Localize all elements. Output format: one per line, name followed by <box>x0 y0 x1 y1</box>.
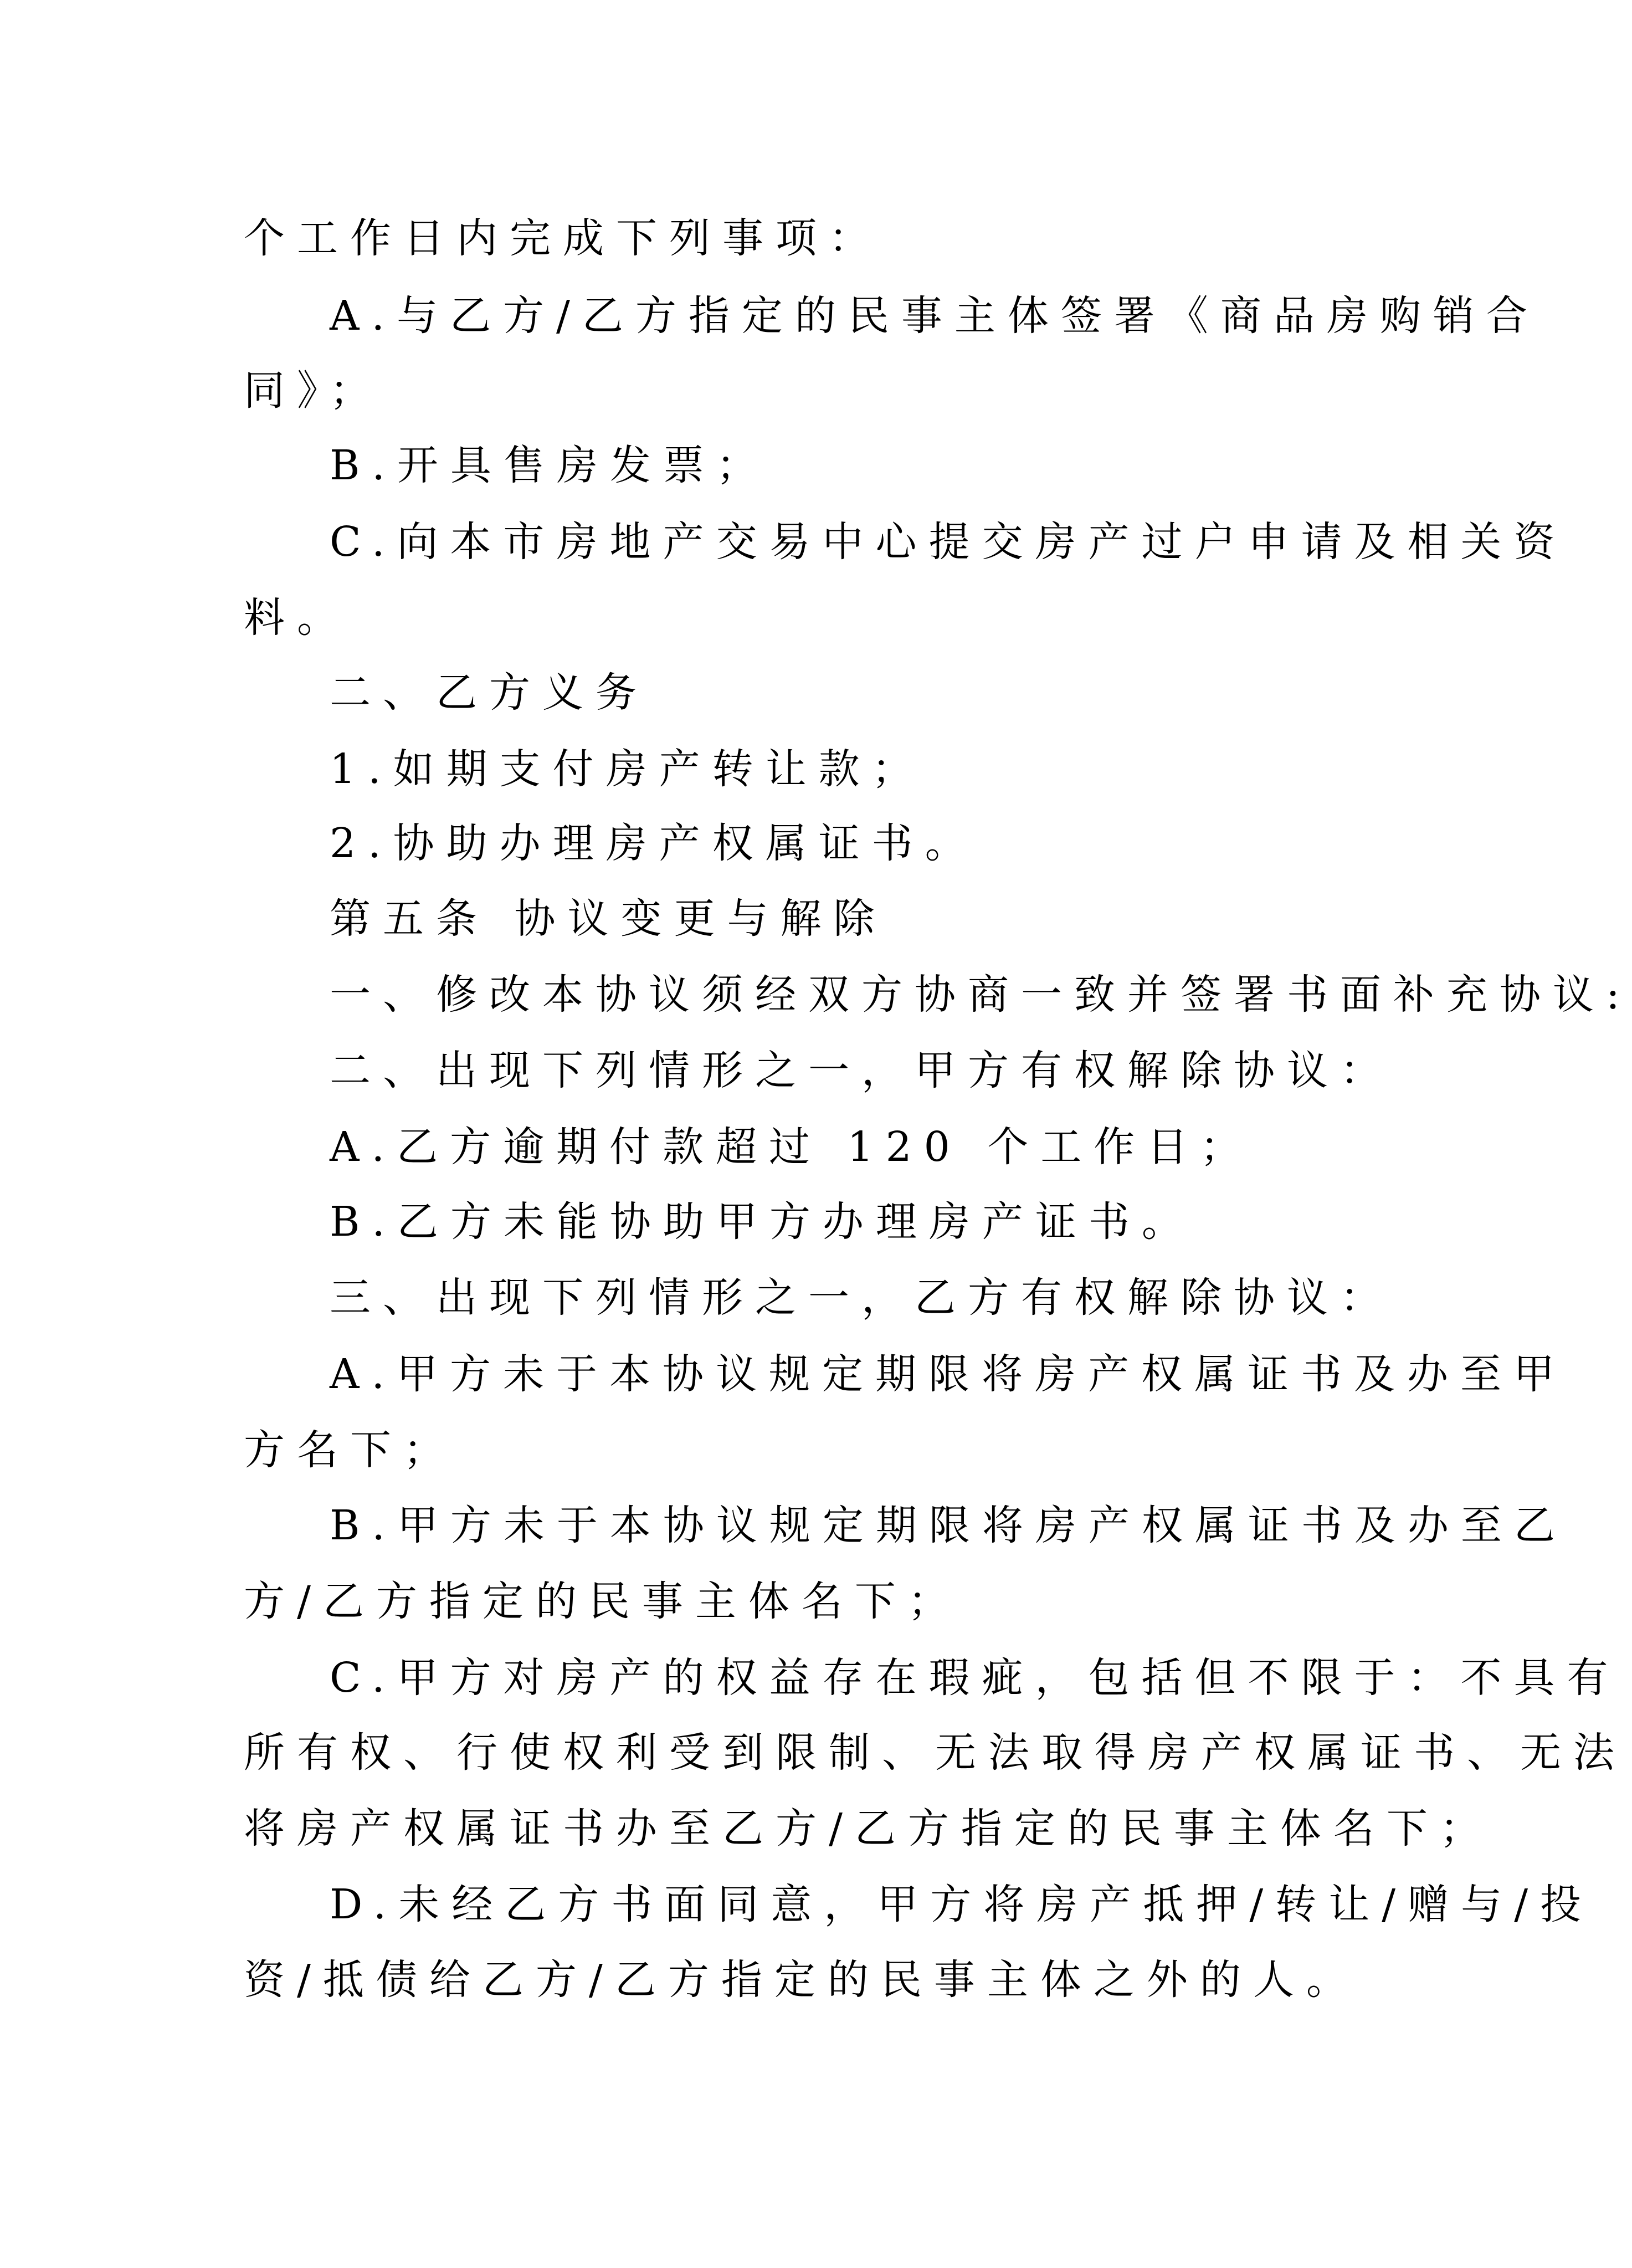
text-line: 个工作日内完成下列事项： <box>244 214 882 262</box>
text-line: B.乙方未能协助甲方办理房产证书。 <box>330 1198 1195 1246</box>
text-line: 资/抵债给乙方/乙方指定的民事主体之外的人。 <box>244 1956 1359 2004</box>
text-line: A.与乙方/乙方指定的民事主体签署《商品房购销合 <box>330 292 1539 340</box>
article-heading: 第五条 协议变更与解除 <box>330 895 887 943</box>
text-line: C.甲方对房产的权益存在瑕疵，包括但不限于：不具有 <box>330 1654 1620 1702</box>
text-line: C.向本市房地产交易中心提交房产过户申请及相关资 <box>330 518 1567 566</box>
text-line: 所有权、行使权利受到限制、无法取得房产权属证书、无法 <box>244 1729 1626 1776</box>
text-line: 方/乙方指定的民事主体名下； <box>244 1578 961 1625</box>
text-line: 同》； <box>244 367 383 414</box>
section-heading: 二、乙方义务 <box>330 669 649 716</box>
text-line: 三、出现下列情形之一，乙方有权解除协议： <box>330 1274 1393 1322</box>
text-line: A.甲方未于本协议规定期限将房产权属证书及办至甲 <box>330 1350 1567 1398</box>
text-line: 2.协助办理房产权属证书。 <box>330 820 978 867</box>
text-line: 1.如期支付房产转让款； <box>330 745 925 793</box>
text-line: A.乙方逾期付款超过 120 个工作日； <box>330 1123 1254 1171</box>
text-line: D.未经乙方书面同意，甲方将房产抵押/转让/赠与/投 <box>330 1881 1594 1928</box>
text-line: 将房产权属证书办至乙方/乙方指定的民事主体名下； <box>244 1805 1493 1852</box>
text-line: 方名下； <box>244 1426 456 1474</box>
text-line: B.甲方未于本协议规定期限将房产权属证书及办至乙 <box>330 1502 1567 1549</box>
text-line: B.开具售房发票； <box>330 442 769 489</box>
text-line: 二、出现下列情形之一，甲方有权解除协议： <box>330 1047 1393 1094</box>
text-line: 料。 <box>244 594 350 642</box>
text-line: 一、修改本协议须经双方协商一致并签署书面补充协议: <box>330 971 1632 1018</box>
